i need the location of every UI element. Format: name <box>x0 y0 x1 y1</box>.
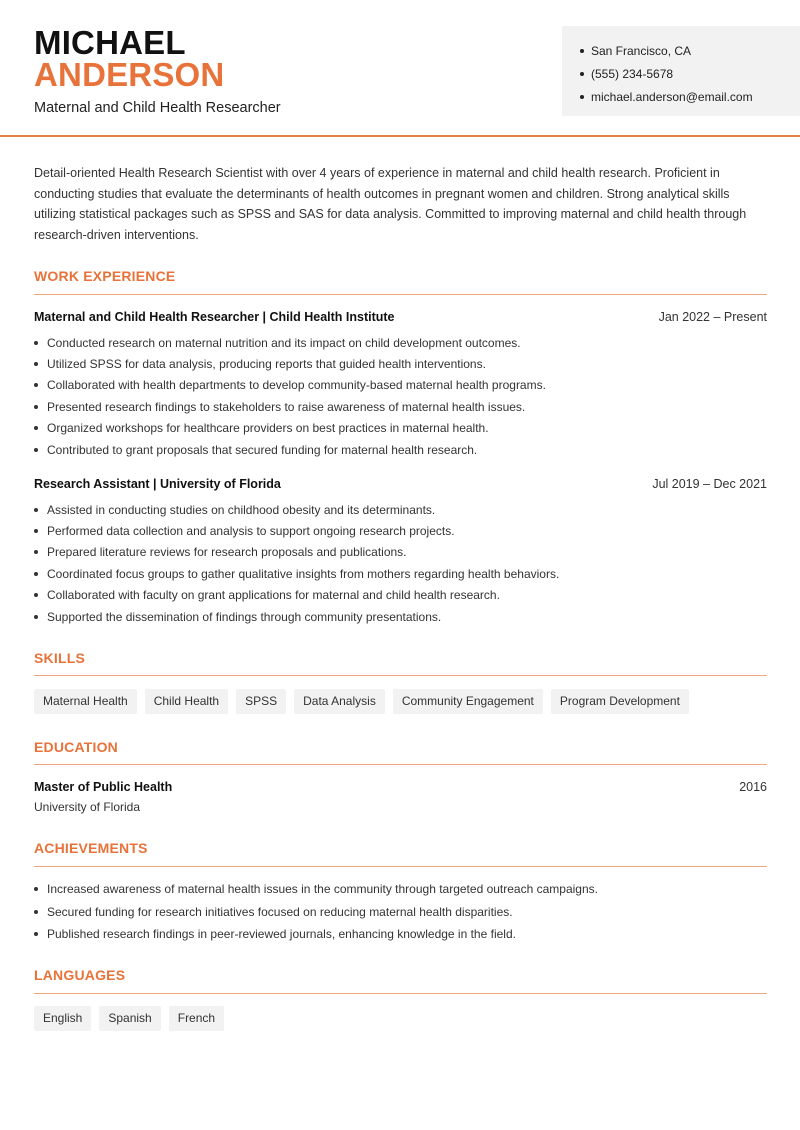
job-role: Research Assistant | University of Florida <box>34 477 281 491</box>
bullet-text: Performed data collection and analysis to support ongoing research projects. <box>47 524 455 539</box>
language-chip: Spanish <box>99 1006 160 1031</box>
education-year: 2016 <box>739 780 767 794</box>
section-divider <box>34 294 767 295</box>
skill-chip: Program Development <box>551 689 689 714</box>
bullet-text: Contributed to grant proposals that secured funding for maternal health research. <box>47 442 478 457</box>
skill-chip: Child Health <box>145 689 228 714</box>
skill-chip: Data Analysis <box>294 689 385 714</box>
list-item <box>34 520 767 541</box>
bullet-icon <box>34 448 38 452</box>
last-name: ANDERSON <box>34 56 225 93</box>
skill-chip: Community Engagement <box>393 689 543 714</box>
bullet-text: Coordinated focus groups to gather qualitative insights from mothers regarding health behaviors. <box>47 566 560 581</box>
bullet-icon <box>34 362 38 366</box>
phone-text: (555) 234-5678 <box>591 66 674 81</box>
list-item <box>34 418 767 439</box>
list-item <box>34 353 767 374</box>
section-divider <box>34 675 767 676</box>
section-title-achievements: ACHIEVEMENTS <box>34 840 148 856</box>
section-title-skills: SKILLS <box>34 650 85 666</box>
list-item <box>34 901 767 924</box>
bullet-icon <box>34 887 38 891</box>
bullet-text: Assisted in conducting studies on childhood obesity and its determinants. <box>47 502 436 517</box>
bullet-text: Collaborated with faculty on grant applications for maternal and child health research. <box>47 588 500 603</box>
list-item <box>34 563 767 584</box>
list-item <box>34 396 767 417</box>
list-item <box>34 585 767 606</box>
location-text: San Francisco, CA <box>591 43 692 58</box>
bullet-text: Conducted research on maternal nutrition and its impact on child development outcomes. <box>47 335 521 350</box>
contact-phone <box>580 62 800 85</box>
education-school: University of Florida <box>34 800 141 814</box>
bullet-icon <box>34 341 38 345</box>
achievements-list <box>34 878 767 946</box>
list-item <box>34 375 767 396</box>
list-item <box>34 606 767 627</box>
contact-box <box>562 26 800 116</box>
section-title-education: EDUCATION <box>34 739 118 755</box>
list-item <box>34 499 767 520</box>
skill-chip: SPSS <box>236 689 286 714</box>
bullet-icon <box>580 95 584 99</box>
job-bullets <box>34 499 767 627</box>
achievement-text: Increased awareness of maternal health issues in the community through targeted outreach campaigns. <box>47 882 598 897</box>
bullet-icon <box>34 529 38 533</box>
job-header <box>34 310 767 324</box>
bullet-text: Prepared literature reviews for research proposals and publications. <box>47 545 407 560</box>
first-name: MICHAEL <box>34 24 186 61</box>
bullet-icon <box>34 550 38 554</box>
summary: Detail-oriented Health Research Scientist with over 4 years of experience in maternal and child health research. Proficient in conducting studies that evaluate the determinants of health outcomes in pregnant women and children. Strong analytical skills utilizing statistical packages such as SPSS and SAS for data analysis. Committed to improving maternal and child health through research-driven interventions. <box>34 166 747 243</box>
skill-chip: Maternal Health <box>34 689 137 714</box>
bullet-icon <box>34 910 38 914</box>
section-title-languages: LANGUAGES <box>34 967 126 983</box>
job-bullets <box>34 332 767 460</box>
bullet-text: Organized workshops for healthcare providers on best practices in maternal health. <box>47 421 489 436</box>
bullet-text: Presented research findings to stakeholders to raise awareness of maternal health issues. <box>47 399 526 414</box>
bullet-icon <box>34 593 38 597</box>
list-item <box>34 542 767 563</box>
email-text[interactable]: michael.anderson@email.com <box>591 89 753 104</box>
skills-list <box>34 689 689 714</box>
job-title: Maternal and Child Health Researcher <box>34 100 281 116</box>
achievement-text: Published research findings in peer-reviewed journals, enhancing knowledge in the field. <box>47 927 516 942</box>
bullet-icon <box>34 572 38 576</box>
bullet-icon <box>580 72 584 76</box>
bullet-text: Collaborated with health departments to develop community-based maternal health programs. <box>47 378 546 393</box>
bullet-text: Supported the dissemination of findings through community presentations. <box>47 609 442 624</box>
contact-location <box>580 39 800 62</box>
bullet-icon <box>34 508 38 512</box>
bullet-icon <box>34 383 38 387</box>
contact-email[interactable] <box>580 85 800 108</box>
job-date: Jul 2019 – Dec 2021 <box>652 477 767 491</box>
bullet-icon <box>34 426 38 430</box>
bullet-icon <box>580 49 584 53</box>
section-divider <box>34 993 767 994</box>
language-chip: French <box>169 1006 224 1031</box>
bullet-icon <box>34 615 38 619</box>
achievement-text: Secured funding for research initiatives focused on reducing maternal health disparities. <box>47 904 513 919</box>
list-item <box>34 332 767 353</box>
bullet-icon <box>34 405 38 409</box>
language-chip: English <box>34 1006 91 1031</box>
section-divider <box>34 866 767 867</box>
job-header <box>34 477 767 491</box>
section-divider <box>34 764 767 765</box>
education-degree: Master of Public Health <box>34 780 173 794</box>
list-item <box>34 439 767 460</box>
list-item <box>34 878 767 901</box>
languages-list <box>34 1006 224 1031</box>
list-item <box>34 923 767 946</box>
job-role: Maternal and Child Health Researcher | Child Health Institute <box>34 310 395 324</box>
resume-header <box>0 0 800 137</box>
bullet-icon <box>34 932 38 936</box>
section-title-work: WORK EXPERIENCE <box>34 268 176 284</box>
bullet-text: Utilized SPSS for data analysis, producing reports that guided health interventions. <box>47 357 486 372</box>
job-date: Jan 2022 – Present <box>658 310 767 324</box>
